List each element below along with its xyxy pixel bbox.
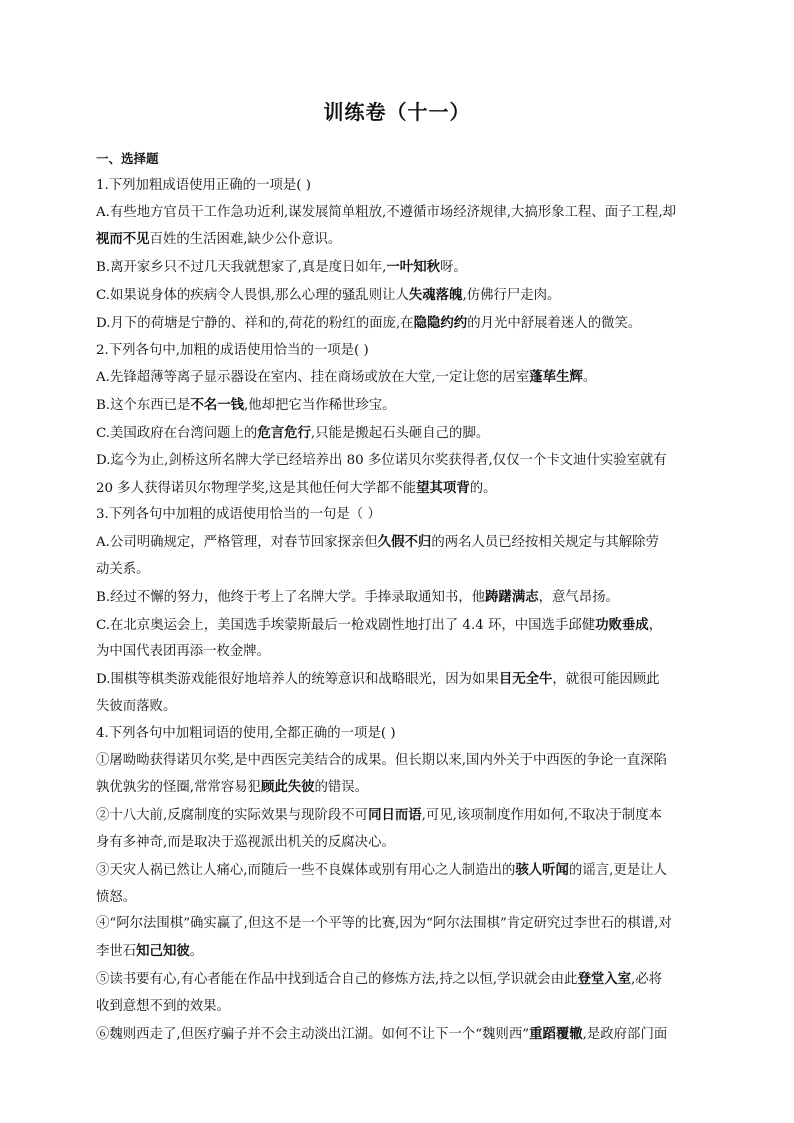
bold-idiom: 视而不见: [96, 231, 150, 248]
text-segment: 的月光中舒展着迷人的微笑。: [467, 315, 642, 331]
text-segment: 孰优孰劣的怪圈,常常容易犯: [96, 780, 261, 796]
text-segment: D.迄今为止,剑桥这所名牌大学已经培养出 80 多位诺贝尔奖获得者,仅仅一个卡文迪什实验室就有: [96, 452, 667, 468]
text-line: [96, 502, 700, 529]
page-title: 训练卷（十一）: [323, 100, 471, 124]
text-segment: 动关系。: [96, 561, 150, 577]
text-segment: 身有多神奇,而是取决于巡视派出机关的反腐决心。: [96, 834, 395, 850]
text-line: [96, 774, 700, 802]
text-line: [96, 748, 700, 775]
text-line: [96, 282, 700, 310]
bold-idiom: 久假不归: [377, 534, 432, 551]
text-line: [96, 475, 700, 503]
text-segment: A.有些地方官员干工作急功近利,谋发展简单粗放,不遵循市场经济规律,大搞形象工程、面子工程,却: [96, 204, 676, 220]
bold-idiom: 登堂入室: [577, 970, 632, 987]
question-lines: [96, 173, 700, 1049]
bold-idiom: 知己知彼: [136, 943, 190, 960]
bold-idiom: 同日而语: [368, 807, 422, 824]
bold-idiom: 不名一钱: [190, 397, 245, 414]
bold-idiom: 蓬荜生辉: [529, 369, 583, 386]
bold-idiom: 顾此失彼: [260, 779, 315, 796]
text-segment: ⑥魏则西走了,但医疗骗子并不会主动淡出江湖。如何不让下一个“魏则西”: [96, 1026, 530, 1042]
text-segment: ⑤读书要有心,有心者能在作品中找到适合自己的修炼方法,持之以恒,学识就会由此: [96, 971, 578, 987]
text-segment: C.在北京奥运会上，美国选手埃蒙斯最后一枪戏剧性地打出了 4.4 环，中国选手邱健: [96, 617, 596, 633]
text-line: [96, 830, 700, 857]
text-segment: 1.下列加粗成语使用正确的一项是( ): [96, 177, 311, 193]
text-line: [96, 338, 700, 365]
text-segment: C.美国政府在台湾问题上的: [96, 425, 258, 441]
text-line: [96, 448, 700, 475]
text-segment: 4.下列各句中加粗词语的使用,全都正确的一项是( ): [96, 725, 396, 741]
text-segment: ,必将: [631, 971, 663, 987]
text-segment: B.经过不懈的努力，他终于考上了名牌大学。手捧录取通知书，他: [96, 589, 486, 605]
text-line: [96, 584, 700, 612]
text-segment: B.离开家乡只不过几天我就想家了,真是度日如年,: [96, 260, 387, 276]
text-line: [96, 666, 700, 694]
text-segment: ，就很可能因顾此: [552, 672, 660, 688]
text-segment: 2.下列各句中,加粗的成语使用恰当的一项是( ): [96, 342, 369, 358]
bold-idiom: 失魂落魄: [408, 286, 463, 303]
bold-idiom: 一叶知秋: [386, 259, 440, 276]
section-heading: 一、选择题: [96, 151, 159, 166]
text-line: [96, 1021, 700, 1049]
bold-idiom: 望其项背: [416, 479, 470, 496]
text-segment: A.公司明确规定，严格管理，对春节回家探亲但: [96, 535, 378, 551]
text-line: [96, 529, 700, 557]
text-line: [96, 802, 700, 830]
bold-idiom: 骇人听闻: [515, 861, 569, 878]
text-segment: 百姓的生活困难,缺少公仆意识。: [149, 232, 342, 248]
text-line: [96, 966, 700, 994]
text-line: [96, 721, 700, 748]
text-segment: 为中国代表团再添一枚金牌。: [96, 644, 271, 660]
text-segment: D.月下的荷塘是宁静的、祥和的,荷花的粉红的面庞,在: [96, 315, 414, 331]
text-segment: D.围棋等棋类游戏能很好地培养人的统筹意识和战略眼光，因为如果: [96, 672, 499, 688]
text-segment: ②十八大前,反腐制度的实际效果与现阶段不可: [96, 808, 369, 824]
text-line: [96, 938, 700, 966]
text-segment: ①屠呦呦获得诺贝尔奖,是中西医完美结合的成果。但长期以来,国内外关于中西医的争论一直深陷: [96, 752, 667, 768]
text-segment: 愤怒。: [96, 889, 137, 905]
question-content: [96, 146, 700, 1048]
text-segment: ,他却把它当作稀世珍宝。: [244, 398, 396, 414]
text-line: [96, 639, 700, 666]
text-segment: 收到意想不到的效果。: [96, 998, 230, 1014]
text-line: [96, 612, 700, 640]
bold-idiom: 危言危行: [257, 424, 311, 441]
text-line: [96, 364, 700, 392]
text-segment: ，意气昂扬。: [538, 589, 619, 605]
text-segment: 3.下列各句中加粗的成语使用恰当的一句是（ ）: [96, 507, 381, 523]
bold-idiom: 隐隐约约: [413, 314, 468, 331]
text-line: [96, 420, 700, 448]
text-segment: 的。: [469, 480, 497, 496]
text-segment: 的谣言,更是让人: [568, 862, 667, 878]
text-line: [96, 392, 700, 420]
bold-idiom: 踌躇满志: [485, 588, 539, 605]
text-line: [96, 254, 700, 282]
text-segment: 的错误。: [314, 780, 369, 796]
text-line: [96, 994, 700, 1021]
text-segment: ，: [648, 617, 663, 633]
text-line: [96, 885, 700, 912]
text-segment: 。: [582, 370, 597, 386]
text-segment: C.如果说身体的疾病令人畏惧,那么心理的骚乱则让人: [96, 287, 409, 303]
text-segment: A.先锋超薄等离子显示器设在室内、挂在商场或放在大堂,一定让您的居室: [96, 370, 530, 386]
text-segment: ,是政府部门面: [582, 1026, 668, 1042]
text-segment: B.这个东西已是: [96, 398, 191, 414]
text-line: [96, 310, 700, 338]
text-line: [96, 173, 700, 200]
text-segment: 失彼而落败。: [96, 698, 177, 714]
text-segment: ,仿佛行尸走肉。: [462, 287, 561, 303]
text-segment: ,只能是搬起石头砸自己的脚。: [310, 425, 490, 441]
bold-idiom: 目无全牛: [498, 671, 553, 688]
bold-idiom: 重蹈覆辙: [529, 1025, 583, 1042]
text-segment: ,可见,该项制度作用如何,不取决于制度本: [421, 808, 663, 824]
text-line: [96, 557, 700, 584]
text-segment: 20 多人获得诺贝尔物理学奖,这是其他任何大学都不能: [96, 480, 417, 496]
text-segment: 李世石: [96, 944, 137, 960]
text-segment: 。: [189, 944, 204, 960]
text-segment: 呀。: [439, 260, 467, 276]
text-segment: ③天灾人祸已然让人痛心,而随后一些不良媒体或别有用心之人制造出的: [96, 862, 516, 878]
text-line: [96, 694, 700, 721]
text-segment: ④“阿尔法围棋”确实赢了,但这不是一个平等的比赛,因为“阿尔法围棋”肯定研究过李世石的棋谱,对: [96, 916, 672, 932]
text-line: [96, 911, 700, 938]
text-line: [96, 857, 700, 885]
text-line: [96, 226, 700, 254]
text-segment: 的两名人员已经按相关规定与其解除劳: [431, 535, 659, 551]
text-line: [96, 200, 700, 227]
bold-idiom: 功败垂成: [595, 616, 649, 633]
